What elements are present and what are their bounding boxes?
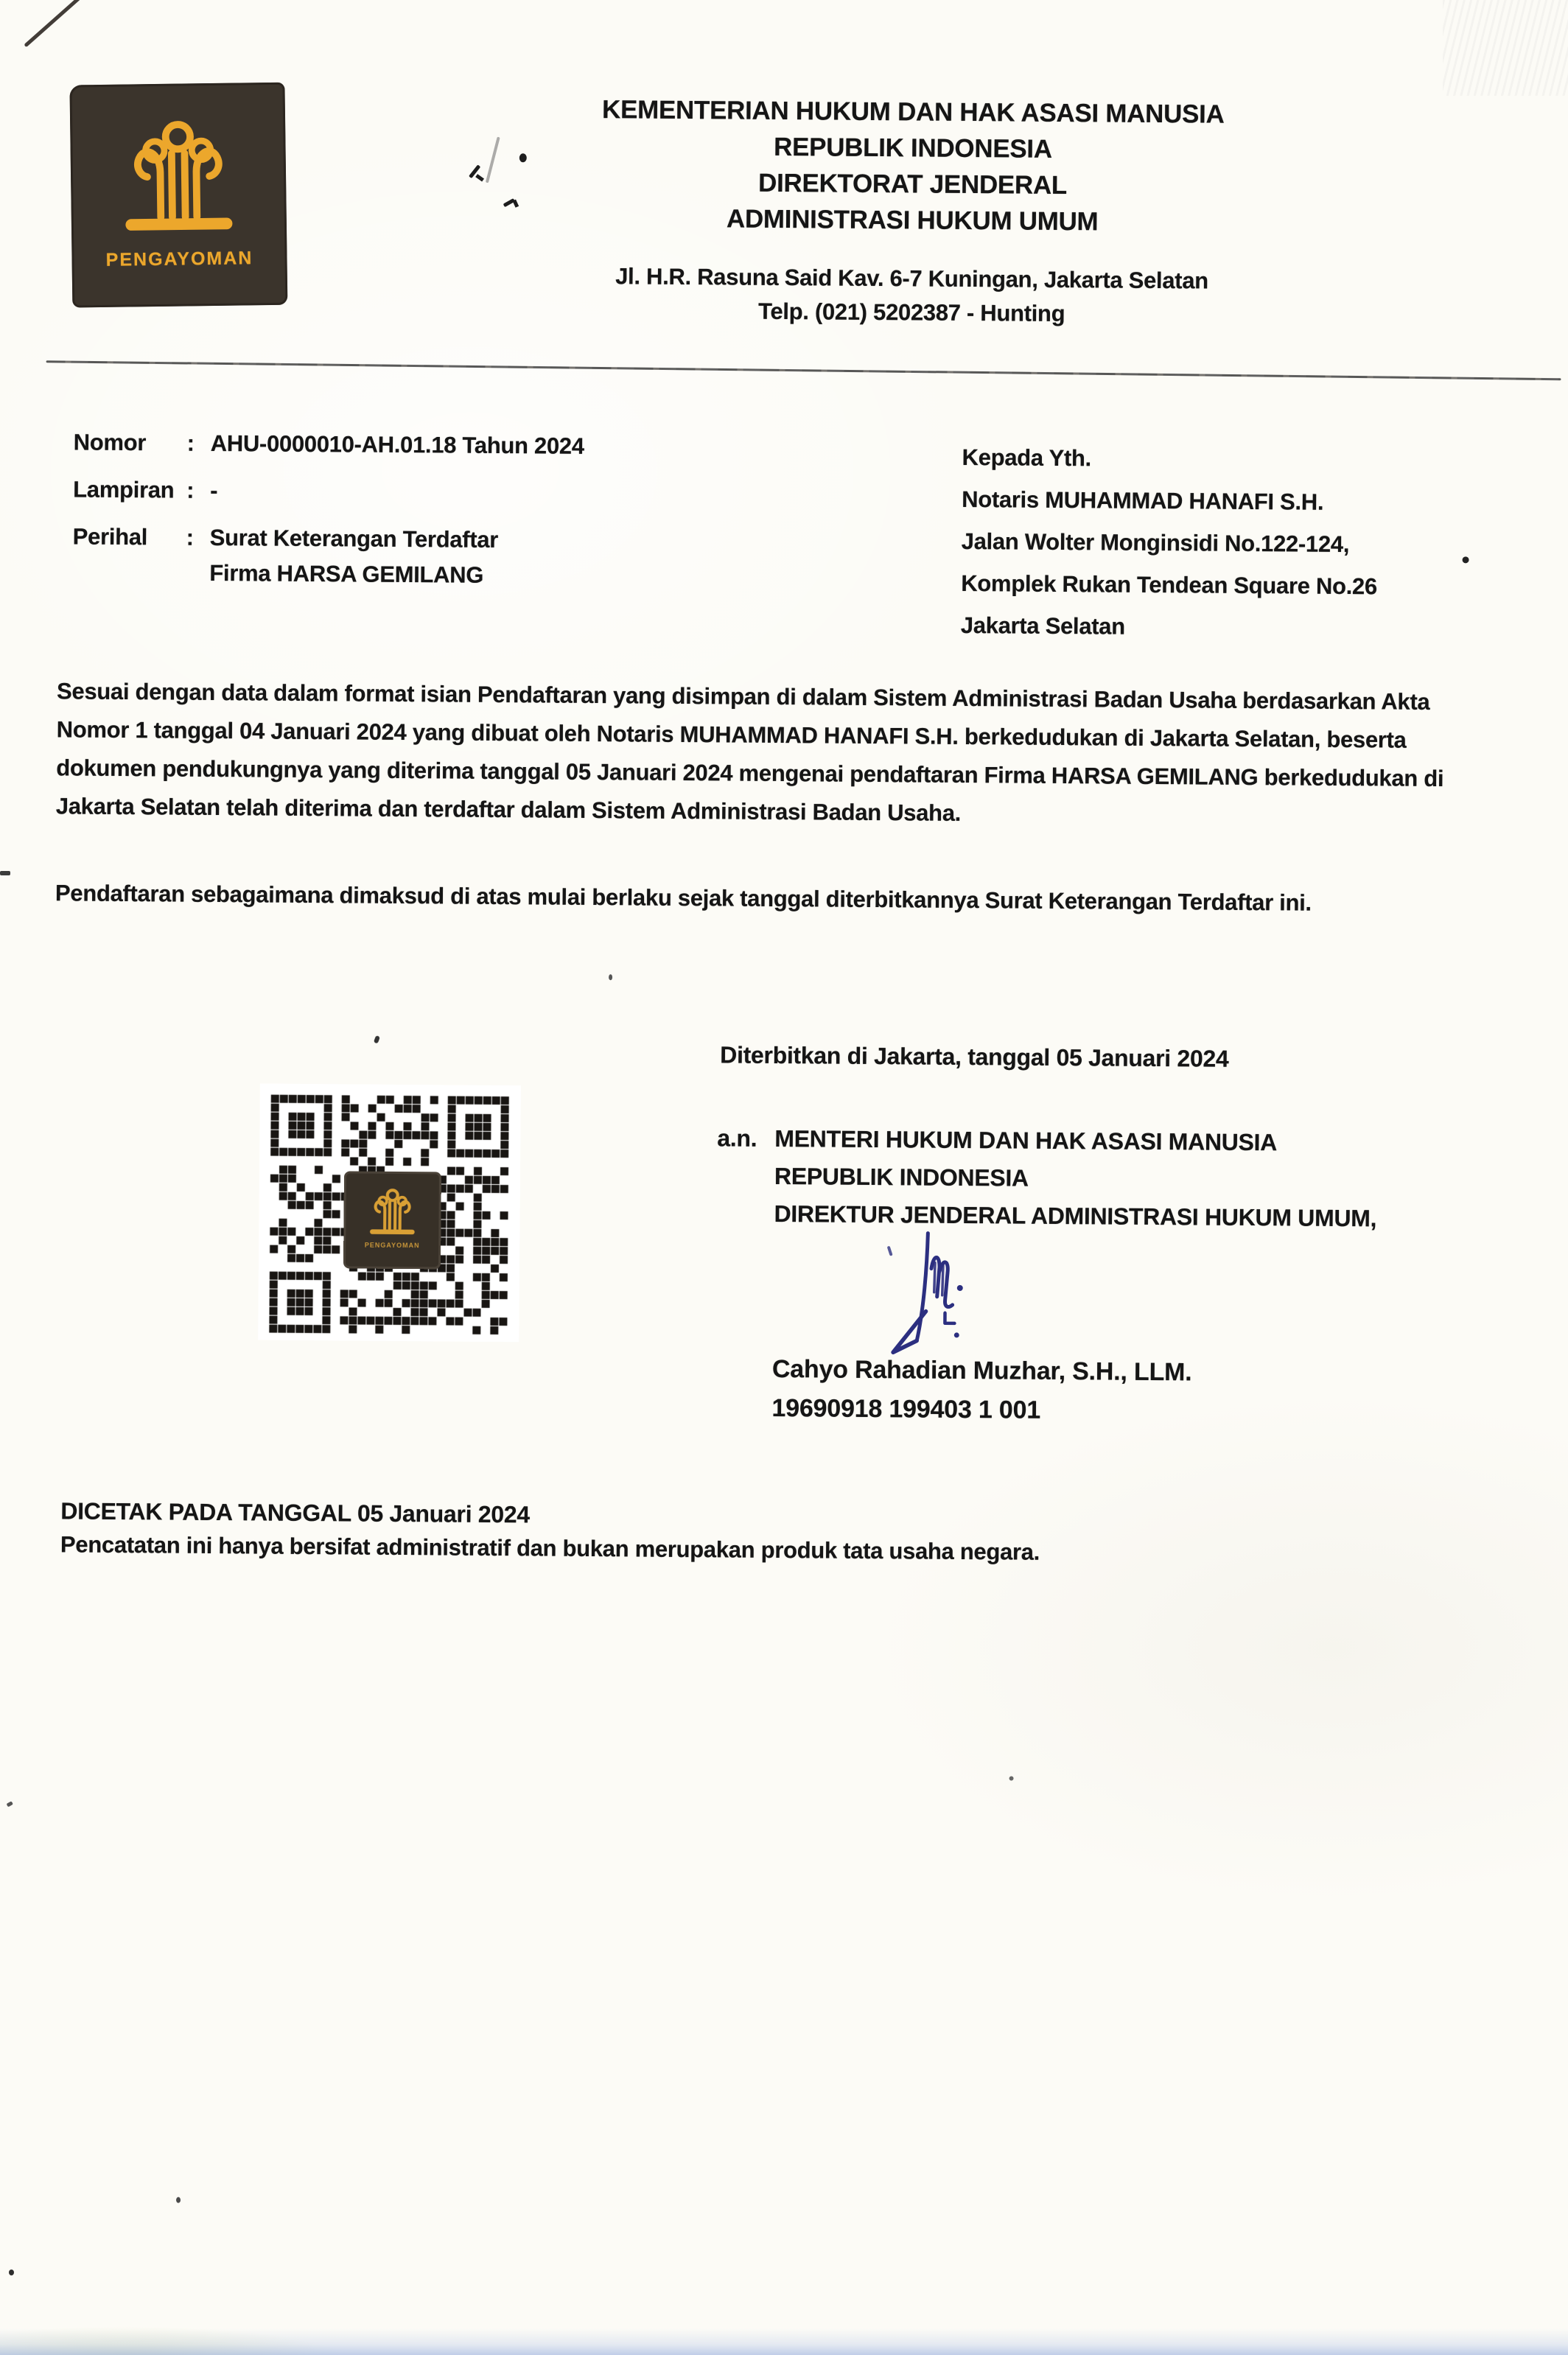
signing-authority-block — [716, 1119, 1377, 1237]
signer-name: Cahyo Rahadian Muzhar, S.H., LLM. — [771, 1354, 1192, 1387]
signer-nip: 19690918 199403 1 001 — [771, 1393, 1041, 1424]
scan-speck — [176, 2197, 181, 2203]
meta-row-lampiran — [73, 472, 584, 511]
ministry-logo — [69, 83, 287, 308]
lampiran-label: Lampiran — [73, 476, 175, 503]
an-line-1 — [717, 1119, 1377, 1162]
an-minister: MENTERI HUKUM DAN HAK ASASI MANUSIA — [774, 1124, 1278, 1156]
qr-center-emblem — [343, 1171, 441, 1269]
recipient-line: Jalan Wolter Monginsidi No.122-124, — [961, 528, 1350, 558]
pen-mark-top-left — [24, 0, 83, 47]
an-line-2: REPUBLIK INDONESIA — [774, 1162, 1029, 1192]
pengayoman-emblem-icon — [101, 102, 256, 248]
recipient-block — [961, 436, 1379, 649]
directorate-line1: DIREKTORAT JENDERAL — [757, 168, 1068, 200]
meta-row-perihal — [72, 519, 584, 593]
nomor-value: AHU-0000010-AH.01.18 Tahun 2024 — [210, 430, 584, 459]
letter-meta — [72, 424, 584, 605]
address-line: Jl. H.R. Rasuna Said Kav. 6-7 Kuningan, Jakarta Selatan — [615, 263, 1209, 294]
qr-emblem-caption: PENGAYOMAN — [364, 1241, 420, 1250]
scan-speck — [1009, 1777, 1014, 1781]
logo-caption: PENGAYOMAN — [105, 248, 253, 270]
colon: : — [186, 477, 195, 503]
phone-line: Telp. (021) 5202387 - Hunting — [757, 298, 1065, 327]
scan-speck — [374, 1035, 380, 1043]
handwritten-signature — [880, 1224, 996, 1372]
recipient-line: Jakarta Selatan — [960, 612, 1125, 640]
body-paragraph-1: Sesuai dengan data dalam format isian Pendaftaran yang disimpan di dalam Sistem Administrasi Badan Usaha berdasarkan Akta Nomor 1 tanggal 04 Januari 2024 yang dibuat oleh Notaris MUHAMMAD HANAFI S.H. berkedudukan di Jakarta Selatan, beserta dokumen pendukungnya yang diterima tanggal 05 Januari 2024 mengenai pendaftaran Firma HARSA GEMILANG berkedudukan di Jakarta Selatan telah diterima dan terdaftar dalam Sistem Administrasi Badan Usaha. — [55, 678, 1444, 826]
scanner-noise-top-right — [1443, 0, 1568, 96]
letterhead — [455, 91, 1370, 334]
perihal-value: Surat Keterangan Terdaftar Firma HARSA GEMILANG — [209, 520, 498, 593]
ink-mark — [519, 153, 527, 162]
print-footer — [60, 1490, 1040, 1565]
republic-name: REPUBLIK INDONESIA — [773, 132, 1052, 164]
printed-date-line: DICETAK PADA TANGGAL 05 Januari 2024 — [60, 1497, 530, 1528]
colon: : — [186, 430, 195, 456]
scanner-tint-bottom-edge — [0, 2328, 1568, 2355]
office-address — [455, 259, 1369, 334]
lampiran-value: - — [210, 477, 218, 504]
colon: : — [186, 524, 194, 550]
scan-speck — [7, 1801, 13, 1807]
body-paragraph-2: Pendaftaran sebagaimana dimaksud di atas mulai berlaku sejak tanggal diterbitkannya Surat Keterangan Terdaftar ini. — [55, 880, 1312, 916]
signature-ink-icon — [880, 1224, 996, 1372]
meta-row-nomor — [74, 424, 584, 463]
signer-block — [771, 1350, 1191, 1431]
scan-speck — [1463, 556, 1469, 563]
directorate-line2: ADMINISTRASI HUKUM UMUM — [726, 204, 1099, 237]
disclaimer-line: Pencatatan ini hanya bersifat administratif dan bukan merupakan produk tata usaha negara. — [60, 1531, 1040, 1565]
recipient-line: Notaris MUHAMMAD HANAFI S.H. — [962, 486, 1324, 515]
perihal-label: Perihal — [72, 523, 148, 550]
scan-edge-mark — [0, 871, 10, 875]
header-divider-line — [46, 360, 1561, 380]
pengayoman-emblem-icon — [361, 1181, 424, 1242]
scan-speck — [609, 974, 612, 980]
perihal-value-line2: Firma HARSA GEMILANG — [209, 559, 484, 588]
nomor-label: Nomor — [73, 429, 147, 456]
an-prefix: a.n. — [717, 1124, 757, 1152]
ministry-name: KEMENTERIAN HUKUM DAN HAK ASASI MANUSIA — [601, 95, 1225, 129]
recipient-line: Komplek Rukan Tendean Square No.26 — [961, 570, 1378, 600]
issued-line: Diterbitkan di Jakarta, tanggal 05 Januari 2024 — [720, 1041, 1229, 1072]
an-line-3: DIREKTUR JENDERAL ADMINISTRASI HUKUM UMUM, — [774, 1200, 1377, 1232]
scan-edge-mark — [9, 2270, 14, 2275]
recipient-salutation: Kepada Yth. — [962, 444, 1092, 472]
qr-code — [258, 1084, 521, 1343]
